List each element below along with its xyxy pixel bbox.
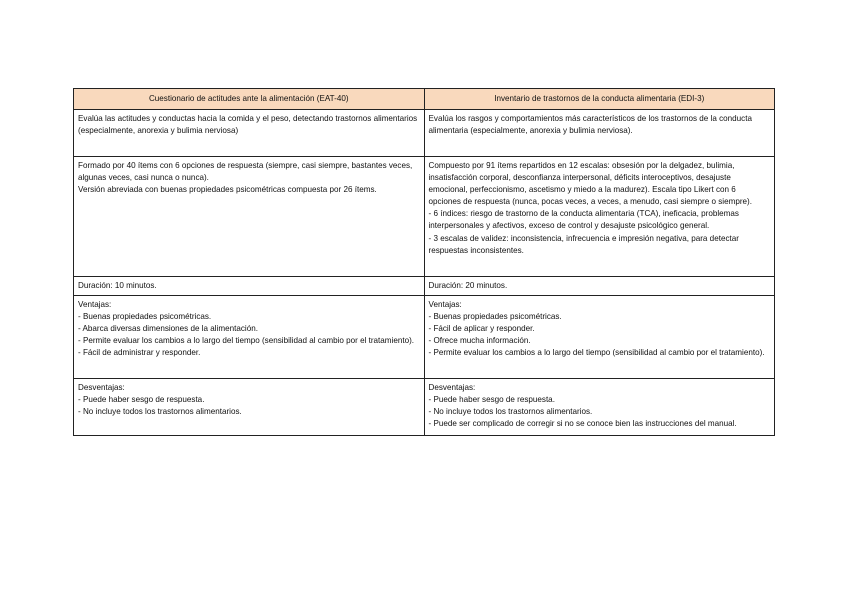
advantages-eat-line: - Permite evaluar los cambios a lo largo del tiempo (sensibilidad al cambio por el tratamiento). (78, 336, 415, 346)
advantages-edi-line: - Permite evaluar los cambios a lo largo del tiempo (sensibilidad al cambio por el tratamiento). (428, 348, 765, 358)
disadvantages-edi-line: Desventajas: (428, 383, 476, 393)
disadvantages-eat-line: - Puede haber sesgo de respuesta. (78, 395, 205, 405)
disadvantages-edi-line: - Puede haber sesgo de respuesta. (428, 395, 555, 405)
disadvantages-edi-line: - Puede ser complicado de corregir si no se conoce bien las instrucciones del manual. (428, 419, 737, 429)
advantages-edi-line: - Ofrece mucha información. (428, 336, 531, 346)
header-edi: Inventario de trastornos de la conducta alimentaria (EDI-3) (424, 89, 775, 110)
format-edi (424, 157, 775, 277)
advantages-eat-line: - Buenas propiedades psicométricas. (78, 312, 212, 322)
disadvantages-edi (424, 379, 775, 436)
advantages-row (74, 296, 775, 379)
format-row (74, 157, 775, 277)
advantages-eat-line: - Abarca diversas dimensiones de la alimentación. (78, 324, 258, 334)
format-eat-line: Versión abreviada con buenas propiedades psicométricas compuesta por 26 ítems. (78, 185, 377, 195)
header-row (74, 89, 775, 110)
advantages-eat-line: - Fácil de administrar y responder. (78, 348, 201, 358)
duration-row (74, 277, 775, 296)
description-eat: Evalúa las actitudes y conductas hacia la comida y el peso, detectando trastornos alimentarios (especialmente, anorexia y bulimia nerviosa) (74, 110, 425, 157)
advantages-edi-line: - Fácil de aplicar y responder. (428, 324, 535, 334)
duration-edi: Duración: 20 minutos. (424, 277, 775, 296)
disadvantages-edi-line: - No incluye todos los trastornos alimentarios. (428, 407, 593, 417)
description-edi: Evalúa los rasgos y comportamientos más característicos de los trastornos de la conducta alimentaria (especialmente, anorexia y bulimia nerviosa). (424, 110, 775, 157)
duration-eat: Duración: 10 minutos. (74, 277, 425, 296)
disadvantages-eat-line: Desventajas: (78, 383, 125, 393)
format-eat (74, 157, 425, 277)
format-edi-line: Compuesto por 91 ítems repartidos en 12 escalas: obsesión por la delgadez, bulimia, insatisfacción corporal, desconfianza interpersonal, déficits interoceptivos, desajuste emocional, perfeccionismo, ascetismo y miedo a la madurez). Escala tipo Likert con 6 opciones de respuesta (nunca, pocas veces, a veces, a menudo, casi siempre o siempre). (428, 161, 752, 207)
disadvantages-eat (74, 379, 425, 436)
format-eat-line: Formado por 40 ítems con 6 opciones de respuesta (siempre, casi siempre, bastantes veces, algunas veces, casi nunca o nunca). (78, 161, 413, 183)
advantages-edi-line: - Buenas propiedades psicométricas. (428, 312, 562, 322)
description-row (74, 110, 775, 157)
comparison-table (73, 88, 775, 436)
header-eat: Cuestionario de actitudes ante la alimentación (EAT-40) (74, 89, 425, 110)
advantages-edi-line: Ventajas: (428, 300, 462, 310)
format-edi-line: - 3 escalas de validez: inconsistencia, infrecuencia e impresión negativa, para detectar respuestas inconsistentes. (428, 233, 739, 255)
advantages-edi (424, 296, 775, 379)
advantages-eat-line: Ventajas: (78, 300, 112, 310)
format-edi-line: - 6 índices: riesgo de trastorno de la conducta alimentaria (TCA), ineficacia, problemas interpersonales y afectivos, exceso de control y desajuste psicológico general. (428, 209, 739, 231)
advantages-eat (74, 296, 425, 379)
disadvantages-row (74, 379, 775, 436)
disadvantages-eat-line: - No incluye todos los trastornos alimentarios. (78, 407, 242, 417)
